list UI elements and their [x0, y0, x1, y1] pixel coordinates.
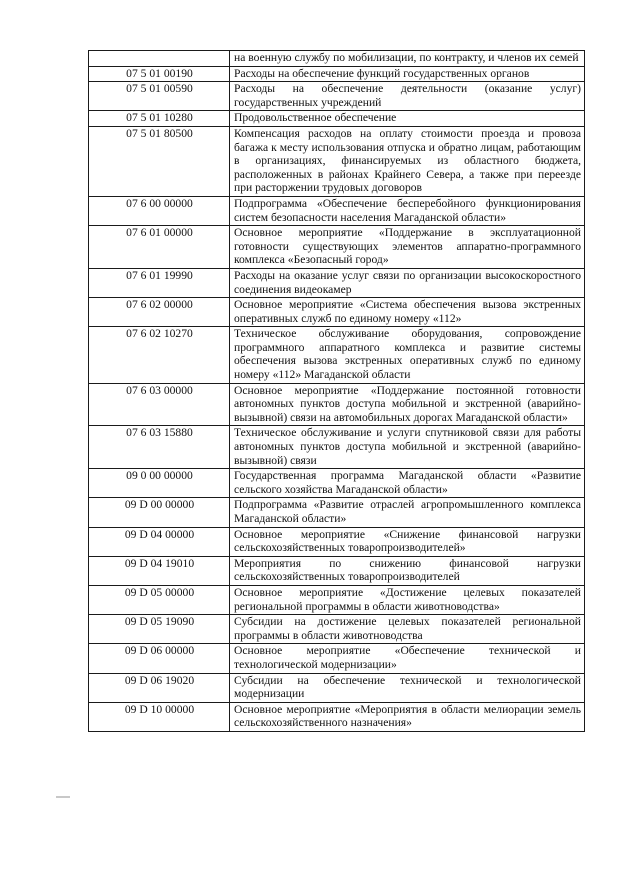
- row-code-cell: 09 D 04 19010: [89, 556, 230, 585]
- row-description-cell: Подпрограмма «Развитие отраслей агропромышленного комплекса Магаданской области»: [230, 498, 585, 527]
- row-code-cell: 07 6 01 19990: [89, 268, 230, 297]
- table-row: [89, 426, 585, 469]
- table-row: [89, 111, 585, 127]
- table-row: [89, 327, 585, 383]
- row-description-cell: на военную службу по мобилизации, по контракту, и членов их семей: [230, 51, 585, 67]
- row-code-cell: 09 D 10 00000: [89, 702, 230, 731]
- row-code-cell: [89, 51, 230, 67]
- row-code-cell: 09 0 00 00000: [89, 469, 230, 498]
- table-row: [89, 702, 585, 731]
- table-row: [89, 556, 585, 585]
- row-code-cell: 07 6 02 00000: [89, 298, 230, 327]
- row-code-cell: 09 D 04 00000: [89, 527, 230, 556]
- row-description-cell: Расходы на оказание услуг связи по организации высокоскоростного соединения видеокамер: [230, 268, 585, 297]
- row-code-cell: 09 D 05 19090: [89, 615, 230, 644]
- row-description-cell: Государственная программа Магаданской области «Развитие сельского хозяйства Магаданской области»: [230, 469, 585, 498]
- row-description-cell: Основное мероприятие «Обеспечение технической и технологической модернизации»: [230, 644, 585, 673]
- table-row: [89, 498, 585, 527]
- table-row: [89, 615, 585, 644]
- table-row: [89, 126, 585, 196]
- table-row: [89, 66, 585, 82]
- table-row: [89, 585, 585, 614]
- row-description-cell: Основное мероприятие «Мероприятия в области мелиорации земель сельскохозяйственного назначения»: [230, 702, 585, 731]
- row-code-cell: 09 D 06 00000: [89, 644, 230, 673]
- row-description-cell: Субсидии на достижение целевых показателей региональной программы в области животноводства: [230, 615, 585, 644]
- row-description-cell: Техническое обслуживание и услуги спутниковой связи для работы автономных пунктов доступа мобильной и экстренной (аварийно-вызывной) связи: [230, 426, 585, 469]
- row-description-cell: Подпрограмма «Обеспечение бесперебойного функционирования систем безопасности населения Магаданской области»: [230, 196, 585, 225]
- table-row: [89, 644, 585, 673]
- row-code-cell: 07 6 00 00000: [89, 196, 230, 225]
- table-row: [89, 298, 585, 327]
- table-row: [89, 383, 585, 426]
- row-description-cell: Основное мероприятие «Снижение финансовой нагрузки сельскохозяйственных товаропроизводителей»: [230, 527, 585, 556]
- row-code-cell: 07 5 01 00590: [89, 82, 230, 111]
- table-row: [89, 51, 585, 67]
- row-code-cell: 09 D 06 19020: [89, 673, 230, 702]
- row-description-cell: Мероприятия по снижению финансовой нагрузки сельскохозяйственных товаропроизводителей: [230, 556, 585, 585]
- row-code-cell: 09 D 05 00000: [89, 585, 230, 614]
- row-description-cell: Техническое обслуживание оборудования, сопровождение программного аппаратного комплекса и развитие системы обеспечения вызова экстренных оперативных служб по единому номеру «112» Магаданской области: [230, 327, 585, 383]
- scan-artifact: [56, 796, 70, 798]
- row-description-cell: Расходы на обеспечение функций государственных органов: [230, 66, 585, 82]
- table-row: [89, 196, 585, 225]
- row-description-cell: Основное мероприятие «Система обеспечения вызова экстренных оперативных служб по единому номеру «112»: [230, 298, 585, 327]
- table-row: [89, 226, 585, 269]
- table-body: [89, 51, 585, 732]
- row-description-cell: Расходы на обеспечение деятельности (оказание услуг) государственных учреждений: [230, 82, 585, 111]
- row-code-cell: 07 6 03 00000: [89, 383, 230, 426]
- row-code-cell: 07 5 01 00190: [89, 66, 230, 82]
- row-description-cell: Продовольственное обеспечение: [230, 111, 585, 127]
- budget-classification-table: [88, 50, 585, 732]
- table-row: [89, 673, 585, 702]
- table-row: [89, 527, 585, 556]
- table-row: [89, 469, 585, 498]
- row-description-cell: Компенсация расходов на оплату стоимости проезда и провоза багажа к месту использования отпуска и обратно лицам, работающим в организациях, финансируемых из областного бюджета, расположенных в районах Крайнего Севера, а также при переезде при расторжении трудовых договоров: [230, 126, 585, 196]
- row-code-cell: 09 D 00 00000: [89, 498, 230, 527]
- row-description-cell: Основное мероприятие «Достижение целевых показателей региональной программы в области животноводства»: [230, 585, 585, 614]
- row-code-cell: 07 5 01 10280: [89, 111, 230, 127]
- row-code-cell: 07 5 01 80500: [89, 126, 230, 196]
- row-code-cell: 07 6 02 10270: [89, 327, 230, 383]
- row-code-cell: 07 6 03 15880: [89, 426, 230, 469]
- row-description-cell: Основное мероприятие «Поддержание постоянной готовности автономных пунктов доступа мобильной и экстренной (аварийно-вызывной) связи на автомобильных дорогах Магаданской области»: [230, 383, 585, 426]
- row-code-cell: 07 6 01 00000: [89, 226, 230, 269]
- row-description-cell: Субсидии на обеспечение технической и технологической модернизации: [230, 673, 585, 702]
- row-description-cell: Основное мероприятие «Поддержание в эксплуатационной готовности существующих элементов аппаратно-программного комплекса «Безопасный город»: [230, 226, 585, 269]
- table-row: [89, 268, 585, 297]
- table-row: [89, 82, 585, 111]
